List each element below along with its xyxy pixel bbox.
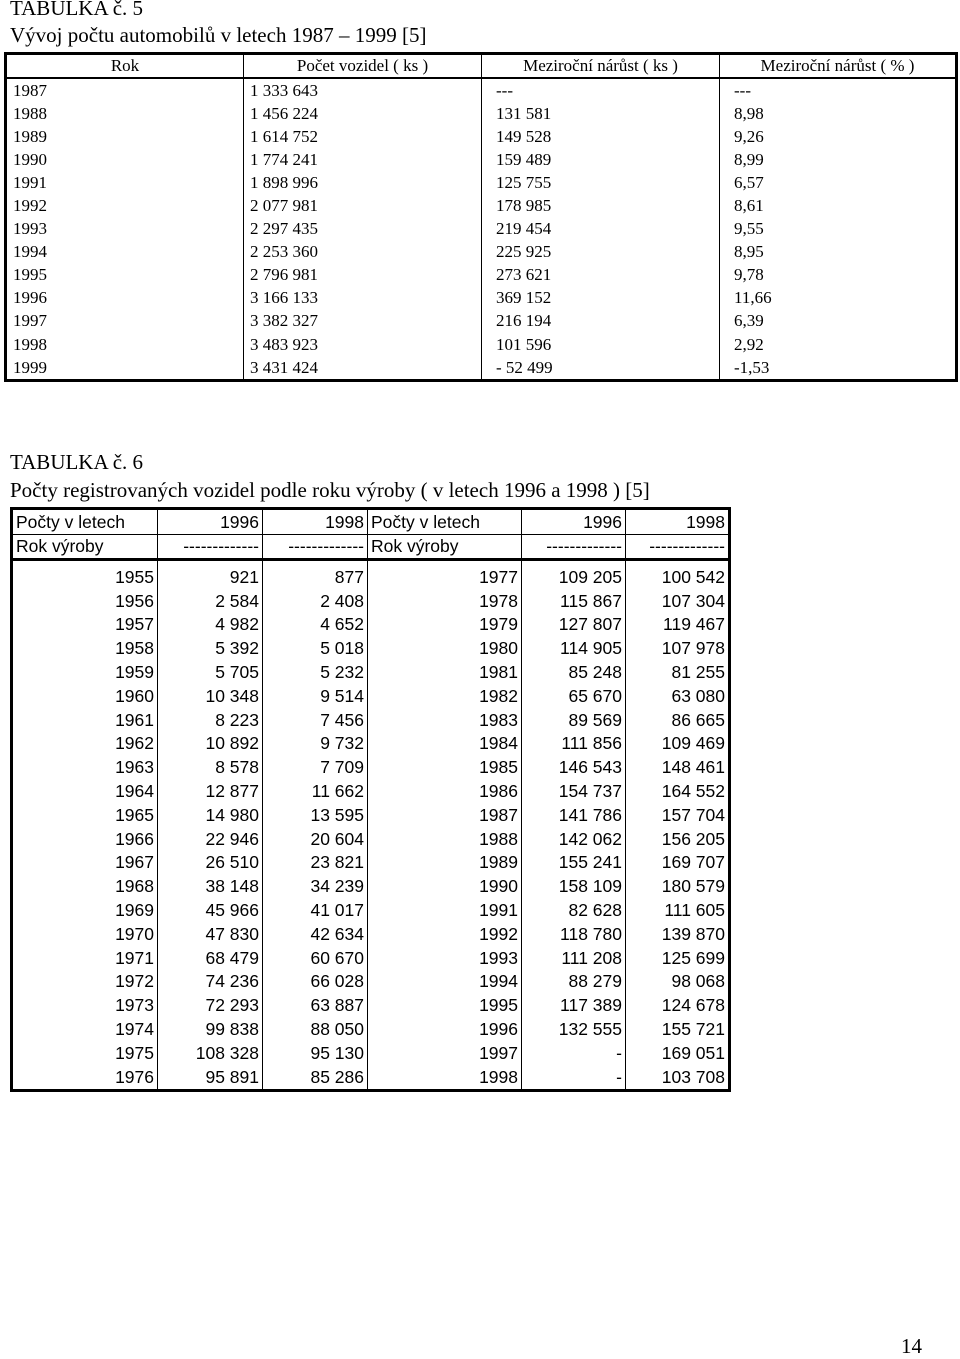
table6-cell: 68 479 [158,946,263,970]
table6-cell: 1976 [12,1065,158,1090]
table6-cell: 1974 [12,1017,158,1041]
table6-header-cell: 1998 [263,509,368,535]
table6-cell: 5 018 [263,636,368,660]
table5-cell: 1 614 752 [244,125,482,148]
table5-cell: 6,39 [720,310,957,333]
table6-subheader-row [12,534,730,560]
table6-cell: 1967 [12,851,158,875]
table6-cell: 114 905 [522,636,626,660]
table6-cell: 1973 [12,993,158,1017]
table6-cell: 22 946 [158,827,263,851]
table6-cell: 132 555 [522,1017,626,1041]
table6-cell: 108 328 [158,1041,263,1065]
table5-cell: 1 333 643 [244,78,482,102]
table6-cell: 1955 [12,565,158,589]
table6-cell: 1977 [368,565,522,589]
table6-cell: 1958 [12,636,158,660]
table5-cell: 8,61 [720,194,957,217]
table6-cell: 47 830 [158,922,263,946]
table6-cell: 66 028 [263,970,368,994]
table6 [10,507,731,1092]
table6-cell: 877 [263,565,368,589]
table6-cell: 111 208 [522,946,626,970]
table6-cell: - [522,1065,626,1090]
table6-cell: 1983 [368,708,522,732]
table6-cell: 1960 [12,684,158,708]
table6-cell: 1972 [12,970,158,994]
table6-header-cell: Rok výroby [12,534,158,560]
table6-cell: 180 579 [626,874,730,898]
table6-cell: 119 467 [626,613,730,637]
table5-cell: 1991 [6,171,244,194]
table6-cell: 1994 [368,970,522,994]
table6-cell: 23 821 [263,851,368,875]
table6-cell: 82 628 [522,898,626,922]
table6-cell: 1980 [368,636,522,660]
table6-header-cell: ------------- [263,534,368,560]
table5-cell: 1989 [6,125,244,148]
table5-cell: 125 755 [482,171,720,194]
table6-cell: 1957 [12,613,158,637]
table6-cell: 1968 [12,874,158,898]
table6-cell: 85 286 [263,1065,368,1090]
table6-cell: 34 239 [263,874,368,898]
table5-cell: 273 621 [482,264,720,287]
table6-cell: 148 461 [626,755,730,779]
table5-header-cell: Rok [6,54,244,79]
table6-row [12,684,730,708]
table5-cell: - 52 499 [482,356,720,381]
table5-row [6,148,957,171]
table5-row [6,333,957,356]
table5-cell: 1995 [6,264,244,287]
table6-cell: 5 232 [263,660,368,684]
table5-cell: 9,26 [720,125,957,148]
table6-cell: 1962 [12,732,158,756]
table6-cell: 1996 [368,1017,522,1041]
table5-cell: 1 774 241 [244,148,482,171]
table6-cell: 142 062 [522,827,626,851]
table5-header-cell: Meziroční nárůst ( ks ) [482,54,720,79]
table5-cell: 8,98 [720,102,957,125]
table6-row [12,636,730,660]
table6-cell: 127 807 [522,613,626,637]
table6-cell: - [522,1041,626,1065]
table5-header-row [6,54,957,79]
table6-cell: 5 392 [158,636,263,660]
table6-cell: 1969 [12,898,158,922]
table6-cell: 1964 [12,779,158,803]
table6-cell: 1978 [368,589,522,613]
table6-cell: 141 786 [522,803,626,827]
table6-cell: 1988 [368,827,522,851]
table5-cell: 3 431 424 [244,356,482,381]
table6-cell: 115 867 [522,589,626,613]
table6-cell: 107 978 [626,636,730,660]
table6-cell: 4 982 [158,613,263,637]
table6-cell: 88 279 [522,970,626,994]
table5-row [6,356,957,381]
table6-cell: 103 708 [626,1065,730,1090]
table6-cell: 100 542 [626,565,730,589]
table5-label: TABULKA č. 5 [10,0,144,20]
table6-cell: 921 [158,565,263,589]
table6-cell: 1982 [368,684,522,708]
table6-title: Počty registrovaných vozidel podle roku výroby ( v letech 1996 a 1998 ) [5] [10,478,650,502]
table6-cell: 1992 [368,922,522,946]
table6-row [12,779,730,803]
table6-cell: 1998 [368,1065,522,1090]
table6-row [12,1041,730,1065]
table6-cell: 81 255 [626,660,730,684]
table6-cell: 1970 [12,922,158,946]
table6-cell: 124 678 [626,993,730,1017]
table6-cell: 155 241 [522,851,626,875]
table6-cell: 95 891 [158,1065,263,1090]
table5-cell: 219 454 [482,218,720,241]
table5-cell: 1993 [6,218,244,241]
table5-body [6,78,957,381]
table5-cell: 1988 [6,102,244,125]
table5-header-cell: Počet vozidel ( ks ) [244,54,482,79]
table6-cell: 118 780 [522,922,626,946]
table6-cell: 63 887 [263,993,368,1017]
table6-row [12,803,730,827]
table6-cell: 117 389 [522,993,626,1017]
table6-cell: 109 469 [626,732,730,756]
table6-row [12,660,730,684]
table6-cell: 1984 [368,732,522,756]
table6-header-cell: 1996 [522,509,626,535]
table6-cell: 1995 [368,993,522,1017]
table5-cell: 3 483 923 [244,333,482,356]
table5-header-cell: Meziroční nárůst ( % ) [720,54,957,79]
table6-header-cell: 1996 [158,509,263,535]
table6-cell: 85 248 [522,660,626,684]
table5-cell: 8,95 [720,241,957,264]
table6-header-cell: Rok výroby [368,534,522,560]
table6-cell: 1990 [368,874,522,898]
table6-cell: 38 148 [158,874,263,898]
table5-cell: 159 489 [482,148,720,171]
table5-cell: 1 898 996 [244,171,482,194]
table5-cell: 225 925 [482,241,720,264]
table6-label: TABULKA č. 6 [10,450,144,474]
table6-header-cell: Počty v letech [368,509,522,535]
table5-cell: 216 194 [482,310,720,333]
table5-row [6,78,957,102]
table5-cell: 101 596 [482,333,720,356]
table6-cell: 2 408 [263,589,368,613]
table6-cell: 26 510 [158,851,263,875]
table6-row [12,993,730,1017]
table6-cell: 63 080 [626,684,730,708]
table6-cell: 169 051 [626,1041,730,1065]
table6-cell: 14 980 [158,803,263,827]
table6-cell: 5 705 [158,660,263,684]
table6-cell: 169 707 [626,851,730,875]
table5-cell: 1999 [6,356,244,381]
table6-cell: 86 665 [626,708,730,732]
page-number: 14 [901,1334,922,1358]
table5-cell: 3 382 327 [244,310,482,333]
table6-cell: 1986 [368,779,522,803]
table6-row [12,1017,730,1041]
table6-row [12,565,730,589]
table5-row [6,171,957,194]
table5-row [6,264,957,287]
table5-row [6,102,957,125]
table6-cell: 72 293 [158,993,263,1017]
table6-cell: 157 704 [626,803,730,827]
table6-cell: 1985 [368,755,522,779]
table6-cell: 8 578 [158,755,263,779]
table5-cell: 1987 [6,78,244,102]
table5-cell: 11,66 [720,287,957,310]
table5-cell: 1998 [6,333,244,356]
table6-header-cell: ------------- [158,534,263,560]
table6-cell: 154 737 [522,779,626,803]
table6-cell: 7 709 [263,755,368,779]
table6-cell: 1959 [12,660,158,684]
table6-cell: 164 552 [626,779,730,803]
table5-cell: 3 166 133 [244,287,482,310]
table6-cell: 2 584 [158,589,263,613]
table6-row [12,946,730,970]
table5-row [6,287,957,310]
table6-cell: 89 569 [522,708,626,732]
table5-cell: 2,92 [720,333,957,356]
table5-cell: 2 253 360 [244,241,482,264]
table6-cell: 1975 [12,1041,158,1065]
table6-cell: 8 223 [158,708,263,732]
table6-cell: 13 595 [263,803,368,827]
table6-cell: 65 670 [522,684,626,708]
table5-row [6,194,957,217]
table6-header-cell: Počty v letech [12,509,158,535]
table5-row [6,218,957,241]
table6-cell: 41 017 [263,898,368,922]
table6-row [12,970,730,994]
table6-header-cell: 1998 [626,509,730,535]
table6-cell: 9 514 [263,684,368,708]
table5-cell: 1992 [6,194,244,217]
table6-cell: 1991 [368,898,522,922]
table5-cell: 2 796 981 [244,264,482,287]
table6-cell: 1987 [368,803,522,827]
table6-cell: 1993 [368,946,522,970]
table6-cell: 98 068 [626,970,730,994]
table6-cell: 1966 [12,827,158,851]
table5-row [6,310,957,333]
table5-row [6,241,957,264]
table6-cell: 42 634 [263,922,368,946]
table6-row [12,1065,730,1090]
table5-cell: 1990 [6,148,244,171]
table6-cell: 156 205 [626,827,730,851]
table5-cell: 8,99 [720,148,957,171]
table6-cell: 74 236 [158,970,263,994]
table5-cell: 1996 [6,287,244,310]
table6-cell: 111 856 [522,732,626,756]
table6-cell: 1971 [12,946,158,970]
table6-cell: 107 304 [626,589,730,613]
table6-header-cell: ------------- [626,534,730,560]
table6-row [12,851,730,875]
table6-cell: 111 605 [626,898,730,922]
table6-row [12,898,730,922]
table6-cell: 10 892 [158,732,263,756]
table6-row [12,755,730,779]
table6-cell: 20 604 [263,827,368,851]
table6-cell: 1963 [12,755,158,779]
table6-cell: 146 543 [522,755,626,779]
table6-cell: 1979 [368,613,522,637]
table6-cell: 1956 [12,589,158,613]
table5-cell: --- [720,78,957,102]
table6-cell: 1981 [368,660,522,684]
table6-cell: 155 721 [626,1017,730,1041]
table5-cell: 1997 [6,310,244,333]
table6-row [12,589,730,613]
table5-cell: 2 077 981 [244,194,482,217]
table5-cell: -1,53 [720,356,957,381]
table5-cell: 1994 [6,241,244,264]
table6-cell: 7 456 [263,708,368,732]
table5-cell: 2 297 435 [244,218,482,241]
table5-title: Vývoj počtu automobilů v letech 1987 – 1999 [5] [10,23,427,47]
table6-cell: 11 662 [263,779,368,803]
table6-cell: 158 109 [522,874,626,898]
table5-cell: 9,78 [720,264,957,287]
table6-row [12,922,730,946]
table5-cell: 369 152 [482,287,720,310]
table6-cell: 1961 [12,708,158,732]
table6-cell: 125 699 [626,946,730,970]
table5 [4,52,958,382]
table6-header-cell: ------------- [522,534,626,560]
table5-cell: 1 456 224 [244,102,482,125]
table6-cell: 1989 [368,851,522,875]
table6-cell: 99 838 [158,1017,263,1041]
table6-header-row [12,509,730,535]
table6-row [12,708,730,732]
table6-cell: 1965 [12,803,158,827]
table5-row [6,125,957,148]
table6-cell: 1997 [368,1041,522,1065]
table6-cell: 12 877 [158,779,263,803]
table5-cell: 9,55 [720,218,957,241]
table5-cell: 131 581 [482,102,720,125]
table6-cell: 45 966 [158,898,263,922]
table6-cell: 109 205 [522,565,626,589]
table6-row [12,874,730,898]
table6-cell: 88 050 [263,1017,368,1041]
table5-cell: --- [482,78,720,102]
table6-row [12,613,730,637]
table6-cell: 9 732 [263,732,368,756]
table6-cell: 60 670 [263,946,368,970]
table5-cell: 149 528 [482,125,720,148]
table6-cell: 10 348 [158,684,263,708]
table6-row [12,827,730,851]
table6-body [12,509,730,1091]
table6-cell: 95 130 [263,1041,368,1065]
table6-cell: 4 652 [263,613,368,637]
table6-cell: 139 870 [626,922,730,946]
table5-cell: 6,57 [720,171,957,194]
table5-cell: 178 985 [482,194,720,217]
table6-row [12,732,730,756]
